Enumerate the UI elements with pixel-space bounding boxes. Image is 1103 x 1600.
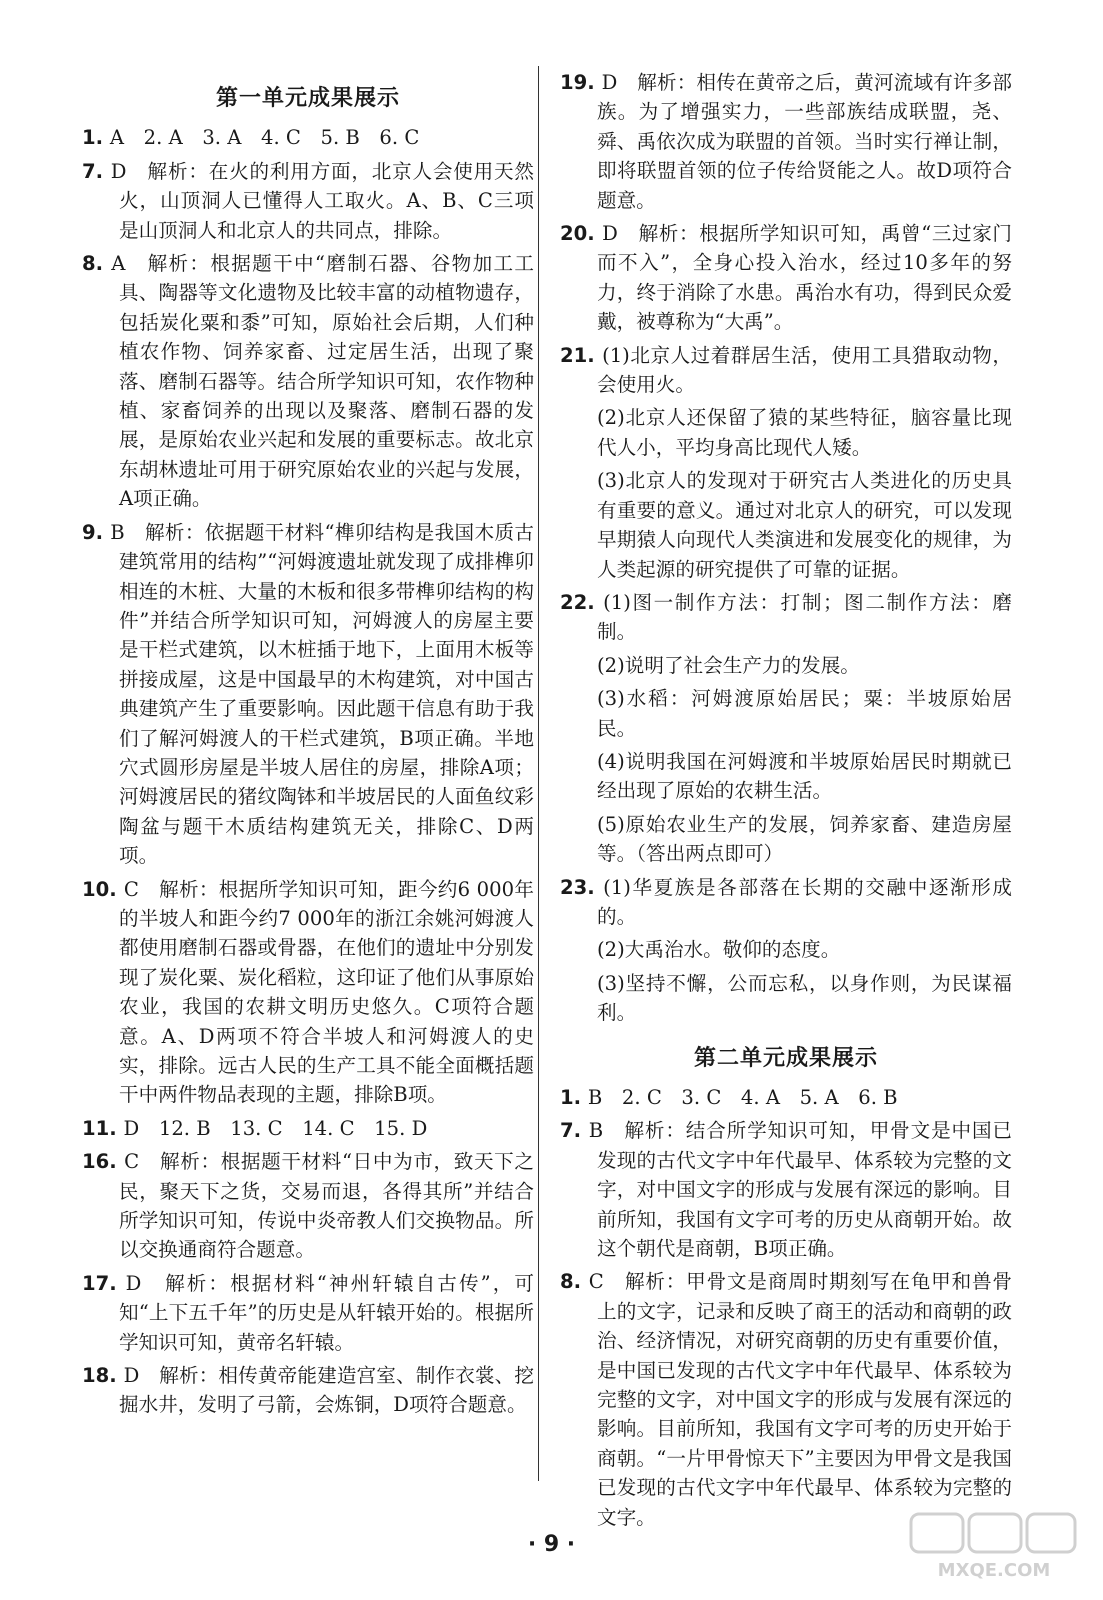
answer-text: B 解析：结合所学知识可知，甲骨文是中国已发现的古代文字中年代最早、体系较为完整的文字，对中国文字的形成与发展有深远的影响。目前所知，我国有文字可考的历史从商朝开始。故这个朝代是商朝，B项正确。: [588, 1119, 1012, 1261]
answer-number: 16.: [82, 1150, 125, 1174]
answer-subpart: (2)北京人还保留了猿的某些特征，脑容量比现代人小，平均身高比现代人矮。: [597, 406, 1012, 459]
answer-subpart: (4)说明我国在河姆渡和半坡原始居民时期就已经出现了原始的农耕生活。: [597, 749, 1012, 803]
answer-number: 20.: [560, 222, 603, 246]
answer-number: 19.: [560, 71, 602, 94]
answer-item: [82, 518, 534, 871]
answer-item: [560, 1267, 1012, 1532]
answer-text: D 解析：根据所学知识可知，禹曾“三过家门而不入”，全身心投入治水，经过10多年的努力，终于消除了水患。禹治水有功，得到民众爱戴，被尊称为“大禹”。: [597, 222, 1012, 334]
answer-text: B 解析：依据题干材料“榫卯结构是我国木质古建筑常用的结构”“河姆渡遗址就发现了成排榫卯相连的木桩、大量的木板和很多带榫卯结构的构件”并结合所学知识可知，河姆渡人的房屋主要是干栏式建筑，以木桩插于地下，上面用木板等拼接成屋，这是中国最早的木构建筑，对中国古典建筑产生了重要影响。因此题干信息有助于我们了解河姆渡人的干栏式建筑，B项正确。半地穴式圆形房屋是半坡人居住的房屋，排除A项；河姆渡居民的猪纹陶钵和半坡居民的人面鱼纹彩陶盆与题干木质结构建筑无关，排除C、D两项。: [110, 520, 534, 868]
answer-item: [82, 1361, 534, 1420]
answer-number: 1.: [560, 1086, 588, 1109]
answer-item: [82, 1114, 534, 1143]
answer-text: D 12. B 13. C 14. C 15. D: [123, 1116, 428, 1140]
answer-text: D 解析：在火的利用方面，北京人会使用天然火，山顶洞人已懂得人工取火。A、B、C三项是山顶洞人和北京人的共同点，排除。: [110, 159, 534, 242]
answer-item: [560, 1083, 1012, 1112]
answer-number: 1.: [82, 126, 110, 150]
answer-item: [560, 588, 1012, 647]
answer-item: [82, 157, 534, 245]
answer-subpart: (3)水稻：河姆渡原始居民；粟：半坡原始居民。: [597, 687, 1012, 740]
answer-item: [560, 873, 1012, 932]
answer-number: 7.: [82, 159, 111, 183]
unit-two-heading: 第二单元成果展示: [693, 1045, 878, 1071]
answer-number: 10.: [82, 877, 124, 901]
answer-subpart: (5)原始农业生产的发展，饲养家畜、建造房屋等。（答出两点即可）: [597, 812, 1012, 866]
answer-number: 18.: [82, 1364, 124, 1388]
answer-subpart: (3)坚持不懈，公而忘私，以身作则，为民谋福利。: [597, 971, 1012, 1025]
left-answer-list: [82, 123, 534, 1419]
right-answer-list-b: [560, 1083, 1012, 1532]
right-column: [560, 68, 1012, 1536]
answer-item: [560, 68, 1012, 215]
answer-subpart: (2)说明了社会生产力的发展。: [597, 653, 860, 677]
column-divider: [538, 66, 539, 1481]
answer-item: [82, 875, 534, 1110]
answer-number: 8.: [560, 1270, 589, 1294]
answer-text: (1)华夏族是各部落在长期的交融中逐渐形成的。: [597, 875, 1012, 928]
answer-text: (1)图一制作方法：打制；图二制作方法：磨制。: [597, 590, 1012, 644]
answer-text: A 2. A 3. A 4. C 5. B 6. C: [109, 126, 420, 150]
answer-text: D 解析：相传在黄帝之后，黄河流域有许多部族。为了增强实力，一些部族结成联盟，尧、舜、禹依次成为联盟的首领。当时实行禅让制，即将联盟首领的位子传给贤能之人。故D项符合题意。: [597, 71, 1012, 212]
answer-number: 11.: [82, 1116, 124, 1140]
answer-item: [82, 1269, 534, 1357]
answer-number: 7.: [560, 1119, 589, 1143]
answer-text: C 解析：根据所学知识可知，距今约6 000年的半坡人和距今约7 000年的浙江余姚河姆渡人都使用磨制石器或骨器，在他们的遗址中分别发现了炭化粟、炭化稻粒，这印证了他们从事原始农业，我国的农耕文明历史悠久。C项符合题意。A、D两项不符合半坡人和河姆渡人的史实，排除。远古人民的生产工具不能全面概括题干中两件物品表现的主题，排除B项。: [119, 877, 534, 1107]
answer-number: 8.: [82, 252, 112, 276]
left-column: [82, 68, 534, 1424]
answer-number: 21.: [560, 343, 603, 367]
answer-text: C 解析：根据题干材料“日中为市，致天下之民，聚天下之货，交易而退，各得其所”并结合所学知识可知，传说中炎帝教人们交换物品。所以交换通商符合题意。: [119, 1150, 534, 1262]
answer-number: 9.: [82, 520, 111, 544]
answer-item: [560, 219, 1012, 337]
answer-item: [82, 249, 534, 514]
answer-item: [82, 1147, 534, 1265]
right-answer-list-a: [560, 68, 1012, 1028]
answer-text: B 2. C 3. C 4. A 5. A 6. B: [587, 1086, 898, 1109]
answer-text: (1)北京人过着群居生活，使用工具猎取动物，会使用火。: [597, 343, 1012, 397]
answer-text: D 解析：根据材料“神州轩辕自古传”，可知“上下五千年”的历史是从轩辕开始的。根据所学知识可知，黄帝名轩辕。: [119, 1271, 534, 1354]
svg-text:MXQE.COM: MXQE.COM: [937, 1560, 1051, 1581]
answer-number: 23.: [560, 875, 604, 899]
answer-number: 22.: [560, 590, 604, 614]
answer-number: 17.: [82, 1271, 126, 1295]
page-number: · 9 ·: [527, 1532, 576, 1557]
answer-text: A 解析：根据题干中“磨制石器、谷物加工工具、陶器等文化遗物及比较丰富的动植物遗存，包括炭化粟和黍”可知，原始社会后期，人们种植农作物、饲养家畜、过定居生活，出现了聚落、磨制石器等。结合所学知识可知，农作物种植、家畜饲养的出现以及聚落、磨制石器的发展，是原始农业兴起和发展的重要标志。故北京东胡林遗址可用于研究原始农业的兴起与发展，A项正确。: [111, 252, 534, 511]
answer-text: C 解析：甲骨文是商周时期刻写在龟甲和兽骨上的文字，记录和反映了商王的活动和商朝的政治、经济情况，对研究商朝的历史有重要价值，是中国已发现的古代文字中年代最早、体系较为完整的文字，对中国文字的形成与发展有深远的影响。目前所知，我国有文字可考的历史开始于商朝。“一片甲骨惊天下”主要因为甲骨文是我国已发现的古代文字中年代最早、体系较为完整的文字。: [588, 1270, 1012, 1529]
unit-one-heading: 第一单元成果展示: [215, 86, 400, 111]
answer-text: D 解析：相传黄帝能建造宫室、制作衣裳、挖掘水井，发明了弓箭，会炼铜，D项符合题意。: [119, 1364, 534, 1417]
answer-subpart: (3)北京人的发现对于研究古人类进化的历史具有重要的意义。通过对北京人的研究，可以发现早期猿人向现代人类演进和发展变化的规律，为人类起源的研究提供了可靠的证据。: [597, 469, 1012, 581]
answer-item: [560, 1116, 1012, 1263]
answer-subpart: (2)大禹治水。敬仰的态度。: [597, 938, 841, 962]
watermark-logo: [909, 1512, 1079, 1582]
answer-item: [82, 123, 534, 152]
answer-item: [560, 341, 1012, 400]
